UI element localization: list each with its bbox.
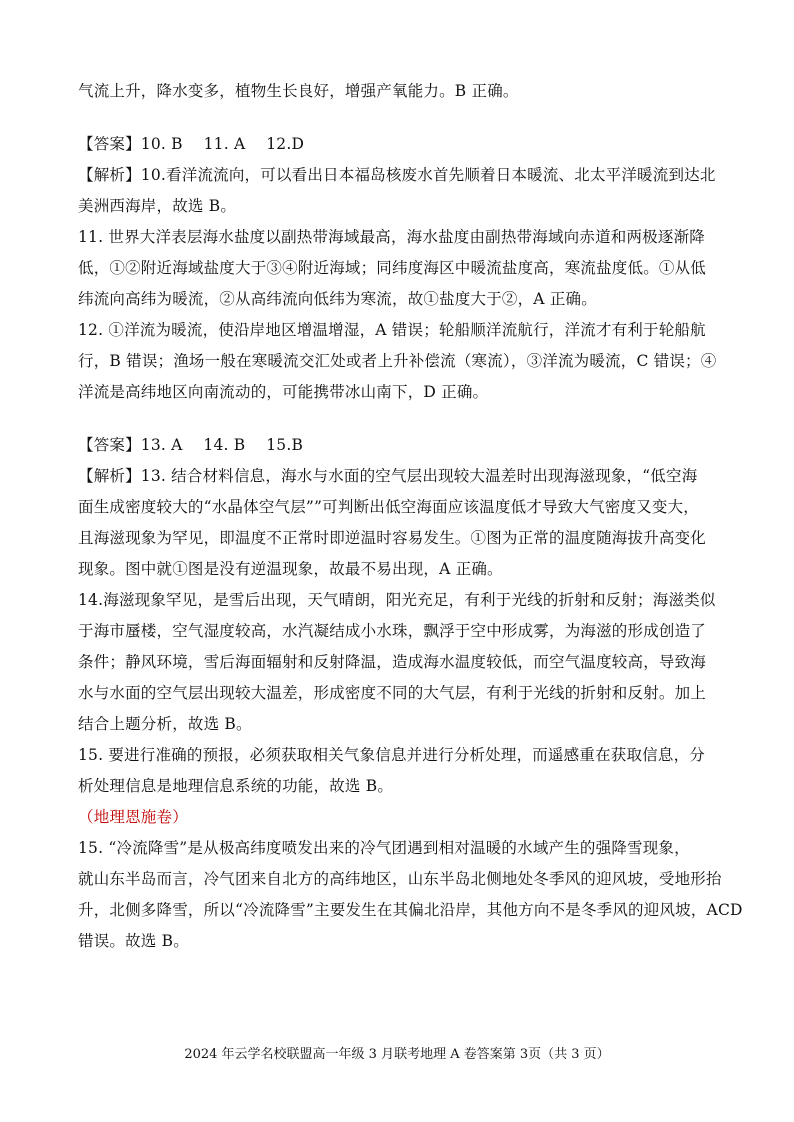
analysis-line: 于海市蜃楼，空气湿度较高，水汽凝结成小水珠，飘浮于空中形成雾，为海滋的形成创造了 (78, 622, 707, 640)
answer-line: 【答案】10. B 11. A 12.D (78, 135, 305, 153)
section-heading: （地理恩施卷） (78, 808, 188, 826)
analysis-line: 洋流是高纬地区向南流动的，可能携带冰山南下，D 正确。 (78, 383, 489, 401)
analysis-line: 15. 要进行准确的预报，必须获取相关气象信息并进行分析处理，而遥感重在获取信息，分 (78, 746, 705, 764)
analysis-line: 【解析】13. 结合材料信息，海水与水面的空气层出现较大温差时出现海滋现象，“低空海 (78, 467, 698, 485)
analysis-line: 低，①②附近海域盐度大于③④附近海域；同纬度海区中暖流盐度高，寒流盐度低。①从低 (78, 259, 707, 277)
analysis-line: 美洲西海岸，故选 B。 (78, 197, 237, 215)
analysis-line: 【解析】10.看洋流流向，可以看出日本福岛核废水首先顺着日本暖流、北太平洋暖流到达北 (78, 166, 716, 184)
spacer (78, 408, 728, 430)
analysis-line: 14.海滋现象罕见，是雪后出现，天气晴朗，阳光充足，有利于光线的折射和反射；海滋类似 (78, 591, 716, 609)
analysis-line: 纬流向高纬为暖流，②从高纬流向低纬为寒流，故①盐度大于②，A 正确。 (78, 290, 597, 308)
analysis-line: 结合上题分析，故选 B。 (78, 715, 252, 733)
analysis-line: 15. “冷流降雪”是从极高纬度喷发出来的冷气团遇到相对温暖的水域产生的强降雪现象， (78, 839, 690, 857)
analysis-line: 现象。图中就①图是没有逆温现象，故最不易出现，A 正确。 (78, 560, 503, 578)
page-footer: 2024 年云学名校联盟高一年级 3 月联考地理 A 卷答案第 3页（共 3 页） (184, 1047, 610, 1062)
analysis-line: 条件；静风环境，雪后海面辐射和反射降温，造成海水温度较低，而空气温度较高，导致海 (78, 653, 707, 671)
analysis-line: 析处理信息是地理信息系统的功能，故选 B。 (78, 777, 394, 795)
analysis-line: 就山东半岛而言，冷气团来自北方的高纬地区，山东半岛北侧地处冬季风的迎风坡，受地形抬 (78, 870, 722, 888)
paragraph-line: 气流上升，降水变多，植物生长良好，增强产氧能力。B 正确。 (78, 82, 519, 100)
analysis-line: 且海滋现象为罕见，即温度不正常时即逆温时容易发生。①图为正常的温度随海拔升高变化 (78, 529, 707, 547)
analysis-line: 错误。故选 B。 (78, 932, 189, 950)
spacer (78, 107, 728, 129)
analysis-line: 升，北侧多降雪，所以“冷流降雪”主要发生在其偏北沿岸，其他方向不是冬季风的迎风坡，ACD (78, 901, 743, 919)
analysis-line: 11. 世界大洋表层海水盐度以副热带海域最高，海水盐度由副热带海域向赤道和两极逐渐降 (78, 228, 705, 246)
analysis-line: 水与水面的空气层出现较大温差，形成密度不同的大气层，有利于光线的折射和反射。加上 (78, 684, 707, 702)
answer-line: 【答案】13. A 14. B 15.B (78, 436, 304, 454)
document-page (78, 76, 743, 957)
analysis-line: 面生成密度较大的“水晶体空气层””可判断出低空海面应该温度低才导致大气密度又变大， (78, 498, 699, 516)
analysis-line: 行，B 错误；渔场一般在寒暖流交汇处或者上升补偿流（寒流），③洋流为暖流，C 错误；④ (78, 352, 717, 370)
analysis-line: 12. ①洋流为暖流，使沿岸地区增温增湿，A 错误；轮船顺洋流航行，洋流才有利于轮船航 (78, 321, 706, 339)
